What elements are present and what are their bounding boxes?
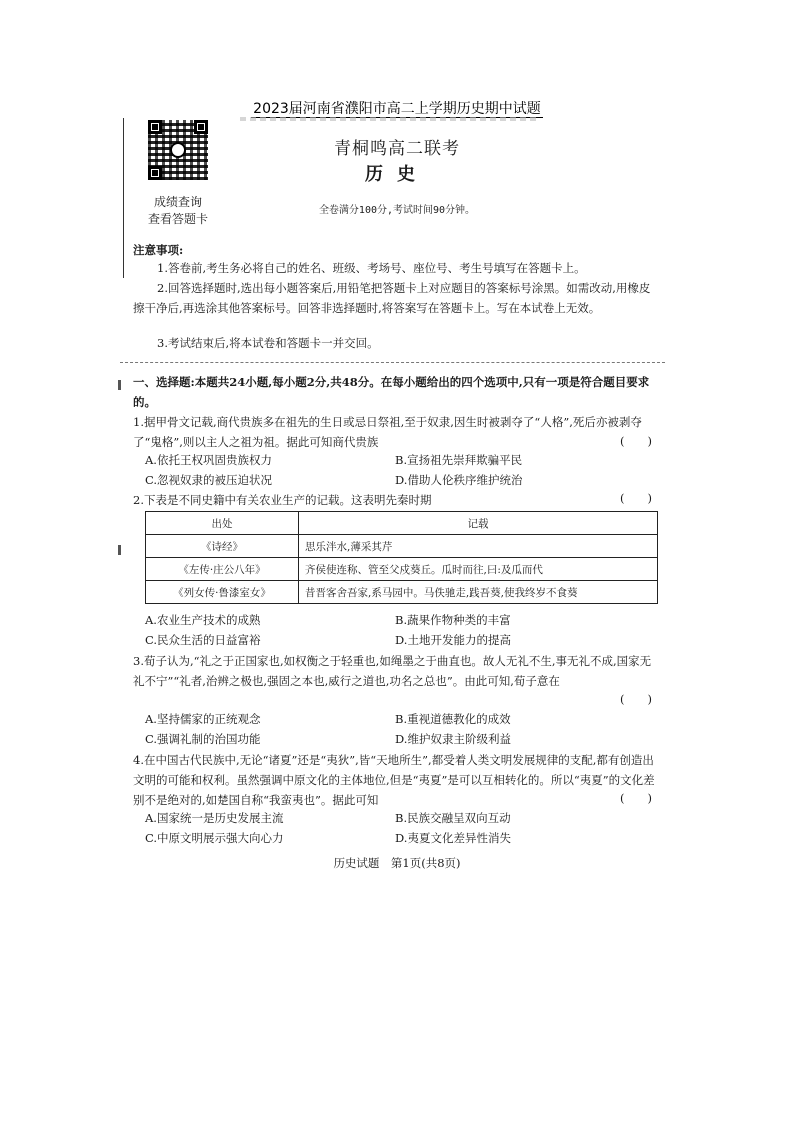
records-table: [145, 511, 658, 604]
question-2-option-c: C.民众生活的日益富裕: [145, 633, 261, 647]
table-cell-source: 《左传·庄公八年》: [146, 558, 299, 581]
question-3-stem: 3.荀子认为,“礼之于正国家也,如权衡之于轻重也,如绳墨之于曲直也。故人无礼不生,事无礼不成,国家无礼不宁”“礼者,治辨之极也,强固之本也,威行之道也,功名之总也”。由此可知,荀子意在: [133, 654, 652, 688]
table-row: [146, 558, 658, 581]
notes-heading: 注意事项:: [133, 243, 184, 257]
question-2-option-a: A.农业生产技术的成熟: [145, 613, 261, 627]
section-divider: [120, 362, 665, 363]
question-3-option-c: C.强调礼制的治国功能: [145, 732, 261, 746]
question-3-answer-blank: ( ): [620, 692, 652, 706]
question-3-option-a: A.坚持儒家的正统观念: [145, 712, 261, 726]
page-footer: 历史试题 第1页(共8页): [333, 856, 461, 870]
question-2-answer-blank: ( ): [620, 491, 652, 505]
question-2-stem: 2.下表是不同史籍中有关农业生产的记载。这表明先秦时期: [133, 493, 432, 507]
question-4-answer-blank: ( ): [620, 791, 652, 805]
table-cell-source: 《诗经》: [146, 535, 299, 558]
question-4-option-c: C.中原文明展示强大向心力: [145, 831, 284, 845]
table-cell-record: 昔晋客舍吾家,系马园中。马佚驰走,践吾葵,使我终岁不食葵: [299, 581, 658, 604]
question-4-option-d: D.夷夏文化差异性消失: [395, 831, 511, 845]
question-1-option-b: B.宣扬祖先崇拜欺骗平民: [395, 453, 523, 467]
question-3-option-d: D.维护奴隶主阶级利益: [395, 732, 511, 746]
table-cell-record: 思乐泮水,薄采其芹: [299, 535, 658, 558]
question-1-option-d: D.借助人伦秩序维护统治: [395, 473, 523, 487]
question-4-option-b: B.民族交融呈双向互动: [395, 811, 511, 825]
note-item-1: 1.答卷前,考生务必将自己的姓名、班级、考场号、座位号、考生号填写在答题卡上。: [157, 261, 586, 275]
document-title: 2023届河南省濮阳市高二上学期历史期中试题: [253, 101, 541, 117]
note-item-2: 2.回答选择题时,选出每小题答案后,用铅笔把答题卡上对应题目的答案标号涂黑。如需改动,用橡皮擦干净后,再选涂其他答案标号。回答非选择题时,将答案写在答题卡上。写在本试卷上无效。: [133, 281, 651, 315]
qr-finder-icon: [148, 120, 162, 134]
exam-info: 全卷满分100分,考试时间90分钟。: [318, 205, 476, 216]
table-header-record: 记载: [299, 512, 658, 535]
binding-mark: [118, 545, 121, 555]
question-1-option-c: C.忽视奴隶的被压迫状况: [145, 473, 273, 487]
qr-label-score: 成绩查询: [153, 195, 202, 209]
section-1-heading: 一、选择题:本题共24小题,每小题2分,共48分。在每小题给出的四个选项中,只有一项是符合题目要求的。: [133, 375, 650, 409]
question-3-option-b: B.重视道德教化的成效: [395, 712, 511, 726]
table-header-row: [146, 512, 658, 535]
subject-title: 历史: [365, 164, 429, 185]
question-1-answer-blank: ( ): [620, 434, 652, 448]
question-2-option-b: B.蔬果作物种类的丰富: [395, 613, 511, 627]
table-header-source: 出处: [146, 512, 299, 535]
binding-mark: [118, 380, 121, 390]
question-1-option-a: A.依托王权巩固贵族权力: [145, 453, 272, 467]
note-item-3: 3.考试结束后,将本试卷和答题卡一并交回。: [157, 336, 379, 350]
scan-artifact-strip: [240, 117, 540, 121]
question-1-stem: 1.据甲骨文记载,商代贵族多在祖先的生日或忌日祭祖,至于奴隶,因生时被剥夺了“人格”,死后亦被剥夺了“鬼格”,则以主人之祖为祖。据此可知商代贵族: [133, 415, 642, 449]
qr-finder-icon: [194, 120, 208, 134]
table-row: [146, 535, 658, 558]
table-row: [146, 581, 658, 604]
exam-name: 青桐鸣高二联考: [334, 139, 460, 159]
question-2-option-d: D.土地开发能力的提高: [395, 633, 511, 647]
table-cell-record: 齐侯使连称、管至父戍葵丘。瓜时而往,曰:及瓜而代: [299, 558, 658, 581]
table-cell-source: 《列女传·鲁漆室女》: [146, 581, 299, 604]
qr-label-answer-card: 查看答题卡: [147, 212, 208, 226]
question-4-stem: 4.在中国古代民族中,无论“诸夏”还是“夷狄”,皆“天地所生”,都受着人类文明发展规律的支配,都有创造出文明的可能和权利。虽然强调中原文化的主体地位,但是“夷夏”是可以互相转化的。所以“夷夏”的文化差别不是绝对的,如楚国自称“我蛮夷也”。据此可知: [133, 753, 655, 807]
question-4-option-a: A.国家统一是历史发展主流: [145, 811, 284, 825]
